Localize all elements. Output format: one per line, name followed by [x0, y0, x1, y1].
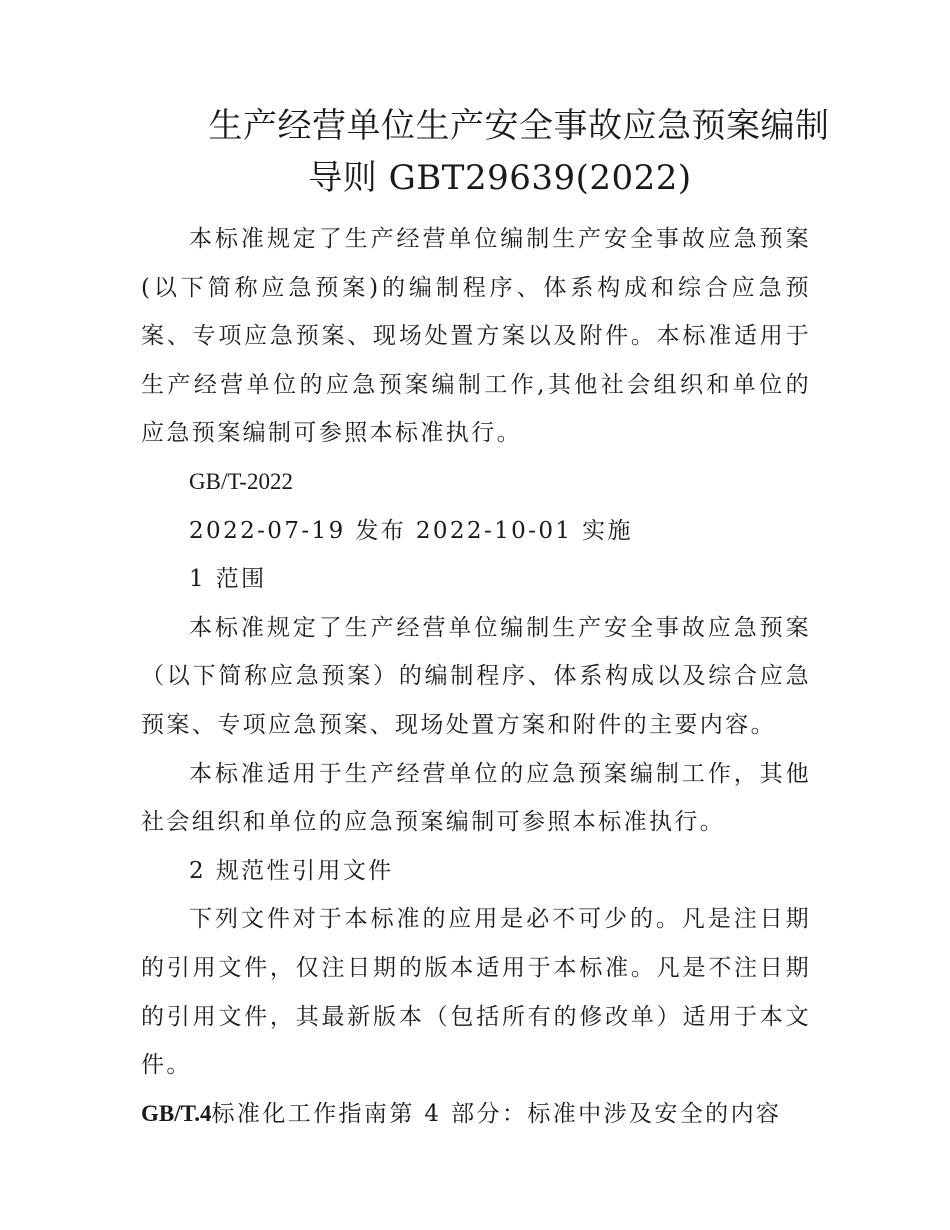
document-title	[120, 100, 880, 204]
reference-item	[141, 1090, 811, 1139]
references-paragraph: 下列文件对于本标准的应用是必不可少的。凡是注日期的引用文件，仅注日期的版本适用于本标准。凡是不注日期的引用文件，其最新版本（包括所有的修改单）适用于本文件。	[141, 906, 811, 1079]
scope-paragraph-1: 本标准规定了生产经营单位编制生产安全事故应急预案（以下简称应急预案）的编制程序、体系构成以及综合应急预案、专项应急预案、现场处置方案和附件的主要内容。	[141, 614, 811, 738]
reference-title: 标准化工作指南第 4 部分：标准中涉及安全的内容	[211, 1100, 782, 1127]
title-line-2: 导则 GBT29639(2022)	[308, 158, 692, 198]
intro-paragraph: 本标准规定了生产经营单位编制生产安全事故应急预案(以下简称应急预案)的编制程序、体系构成和综合应急预案、专项应急预案、现场处置方案以及附件。本标准适用于生产经营单位的应急预案编制工作,其他社会组织和单位的应急预案编制可参照本标准执行。	[141, 226, 811, 447]
title-line-1: 生产经营单位生产安全事故应急预案编制	[208, 106, 830, 146]
standard-number: GB/T-2022	[189, 468, 293, 494]
reference-code: GB/T.4	[141, 1100, 212, 1126]
publish-dates	[141, 507, 811, 556]
scope-paragraph-2: 本标准适用于生产经营单位的应急预案编制工作，其他社会组织和单位的应急预案编制可参照本标准执行。	[141, 760, 811, 836]
section-heading-references: 2 规范性引用文件	[189, 857, 394, 884]
section-heading-scope: 1 范围	[189, 566, 267, 593]
publish-dates-text: 2022-07-19 发布 2022-10-01 实施	[189, 517, 633, 544]
document-body	[141, 215, 811, 1138]
